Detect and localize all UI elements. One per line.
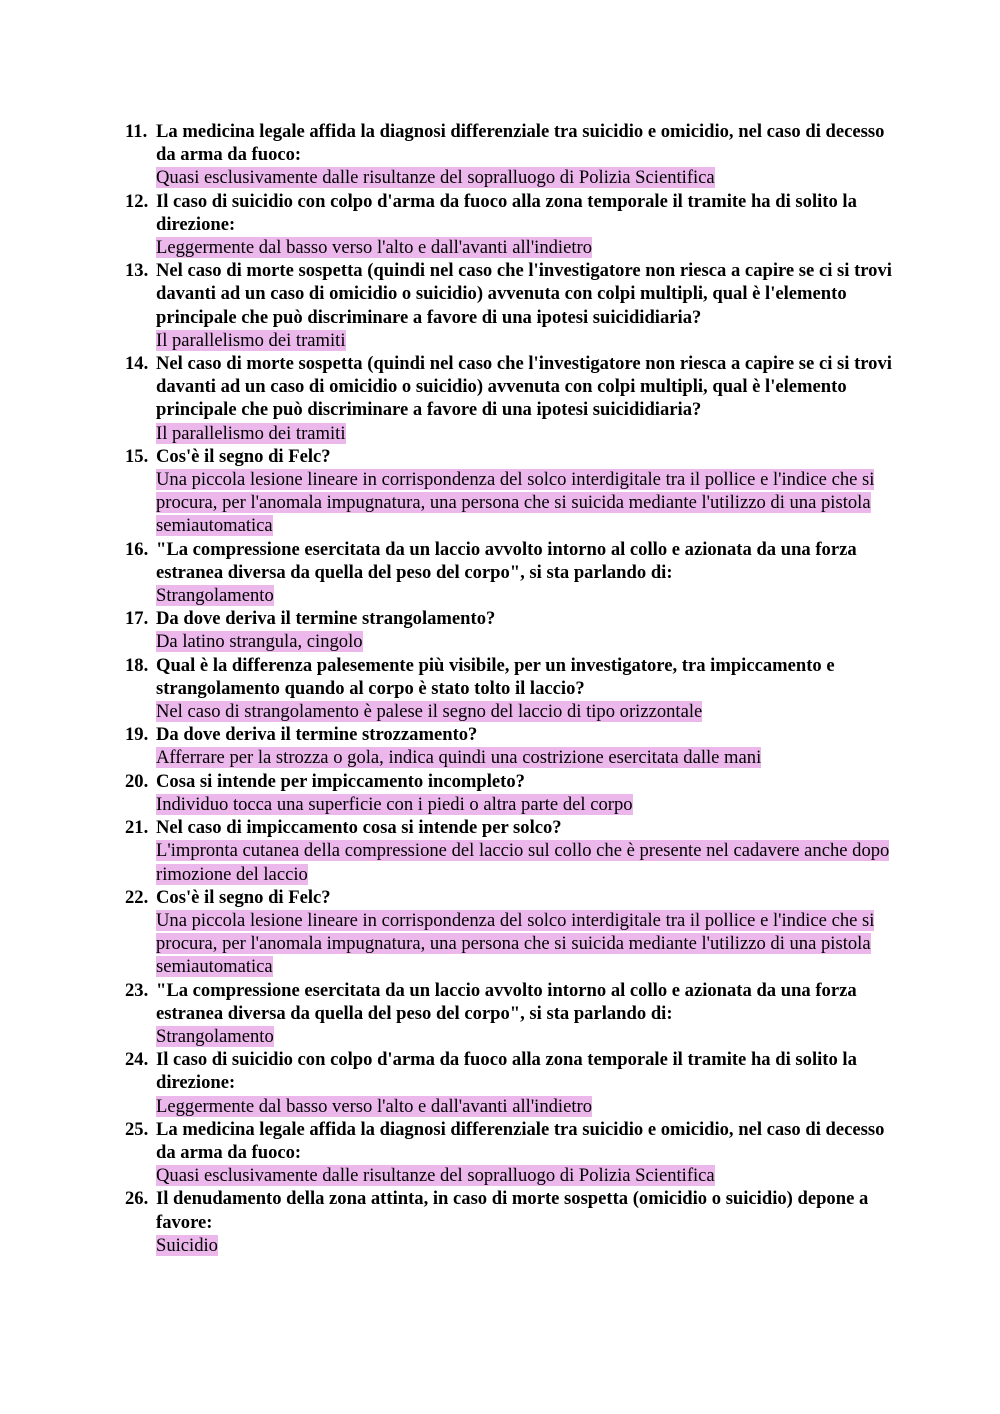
question-item [0,770,901,816]
question-item [0,886,901,979]
answer-line [156,793,901,816]
question-text: Cos'è il segno di Felc? [156,886,331,908]
answer-line [156,329,901,352]
question-number: 17. [125,608,149,630]
answer-line [156,909,901,979]
answer-highlight: Quasi esclusivamente dalle risultanze del sopralluogo di Polizia Scientifica [156,1165,715,1187]
question-item [0,816,901,886]
answer-highlight: Il parallelismo dei tramiti [156,422,346,444]
answer-line [156,700,901,723]
answer-line [156,468,901,538]
question-text: Qual è la differenza palesemente più visibile, per un investigatore, tra impiccamento e strangolamento quando al corpo è stato tolto il laccio? [156,654,835,699]
question-number: 19. [125,724,149,746]
answer-highlight: Leggermente dal basso verso l'alto e dall'avanti all'indietro [156,1095,593,1117]
question-item [0,1118,901,1188]
question-item [0,1048,901,1118]
question-item [0,445,901,538]
answer-highlight: Suicidio [156,1234,218,1256]
document-page [0,120,1000,1257]
question-text: Cosa si intende per impiccamento incompleto? [156,770,525,792]
question-number: 16. [125,538,149,560]
question-number: 11. [125,121,148,142]
answer-line [156,236,901,259]
question-text: Nel caso di morte sospetta (quindi nel caso che l'investigatore non riesca a capire se ci si trovi davanti ad un caso di omicidio o suicidio) avvenuta con colpi multipli, qual è l'elemento principale che può discriminare a favore di una ipotesi suicididiaria? [156,260,892,328]
answer-line [156,1164,901,1187]
answer-highlight: Leggermente dal basso verso l'alto e dall'avanti all'indietro [156,237,593,259]
question-number: 13. [125,260,149,282]
question-text: Il caso di suicidio con colpo d'arma da fuoco alla zona temporale il tramite ha di solito la direzione: [156,190,857,235]
answer-highlight: Afferrare per la strozza o gola, indica quindi una costrizione esercitata dalle mani [156,747,762,769]
question-item [0,120,901,190]
answer-highlight: Nel caso di strangolamento è palese il segno del laccio di tipo orizzontale [156,701,703,723]
answer-highlight: Strangolamento [156,1025,274,1047]
question-number: 21. [125,817,149,839]
question-text: Nel caso di morte sospetta (quindi nel caso che l'investigatore non riesca a capire se ci si trovi davanti ad un caso di omicidio o suicidio) avvenuta con colpi multipli, qual è l'elemento principale che può discriminare a favore di una ipotesi suicididiaria? [156,353,892,421]
answer-line [156,839,901,885]
answer-highlight: Quasi esclusivamente dalle risultanze del sopralluogo di Polizia Scientifica [156,167,715,189]
answer-line [156,630,901,653]
answer-line [156,584,901,607]
question-text: "La compressione esercitata da un laccio avvolto intorno al collo e azionata da una forza estranea diversa da quella del peso del corpo", si sta parlando di: [156,979,857,1024]
question-text: Da dove deriva il termine strangolamento? [156,608,496,630]
question-text: Il denudamento della zona attinta, in caso di morte sospetta (omicidio o suicidio) depone a favore: [156,1188,869,1233]
question-number: 12. [125,190,149,212]
answer-line [156,1025,901,1048]
question-item [0,259,901,352]
question-item [0,352,901,445]
answer-highlight: Strangolamento [156,585,274,607]
question-text: Nel caso di impiccamento cosa si intende per solco? [156,817,562,839]
question-item [0,190,901,260]
answer-highlight: L'impronta cutanea della compressione del laccio sul collo che è presente nel cadavere anche dopo rimozione del laccio [156,840,890,885]
question-item [0,979,901,1049]
question-number: 18. [125,654,149,676]
question-number: 14. [125,353,149,375]
question-text: "La compressione esercitata da un laccio avvolto intorno al collo e azionata da una forza estranea diversa da quella del peso del corpo", si sta parlando di: [156,538,857,583]
answer-highlight: Da latino strangula, cingolo [156,631,363,653]
question-text: Da dove deriva il termine strozzamento? [156,724,478,746]
question-number: 25. [125,1118,149,1140]
question-item [0,1187,901,1257]
question-number: 22. [125,886,149,908]
question-text: La medicina legale affida la diagnosi differenziale tra suicidio e omicidio, nel caso di decesso da arma da fuoco: [156,1118,885,1163]
answer-line [156,1095,901,1118]
question-item [0,723,901,769]
answer-highlight: Individuo tocca una superficie con i piedi o altra parte del corpo [156,793,633,815]
question-number: 15. [125,445,149,467]
answer-highlight: Il parallelismo dei tramiti [156,329,346,351]
question-item [0,538,901,608]
answer-line [156,1234,901,1257]
question-list [0,120,1000,1257]
answer-line [156,166,901,189]
question-text: Cos'è il segno di Felc? [156,445,331,467]
answer-highlight: Una piccola lesione lineare in corrispondenza del solco interdigitale tra il pollice e l'indice che si procura, per l'anomala impugnatura, una persona che si suicida mediante l'utilizzo di una pistola semiautomatica [156,469,875,537]
question-number: 24. [125,1049,149,1071]
question-number: 23. [125,979,149,1001]
answer-highlight: Una piccola lesione lineare in corrispondenza del solco interdigitale tra il pollice e l'indice che si procura, per l'anomala impugnatura, una persona che si suicida mediante l'utilizzo di una pistola semiautomatica [156,909,875,978]
question-text: Il caso di suicidio con colpo d'arma da fuoco alla zona temporale il tramite ha di solito la direzione: [156,1049,857,1094]
answer-line [156,422,901,445]
question-item [0,654,901,724]
question-number: 26. [125,1188,149,1210]
question-item [0,607,901,653]
question-text: La medicina legale affida la diagnosi differenziale tra suicidio e omicidio, nel caso di decesso da arma da fuoco: [156,121,885,166]
question-number: 20. [125,770,149,792]
answer-line [156,746,901,769]
